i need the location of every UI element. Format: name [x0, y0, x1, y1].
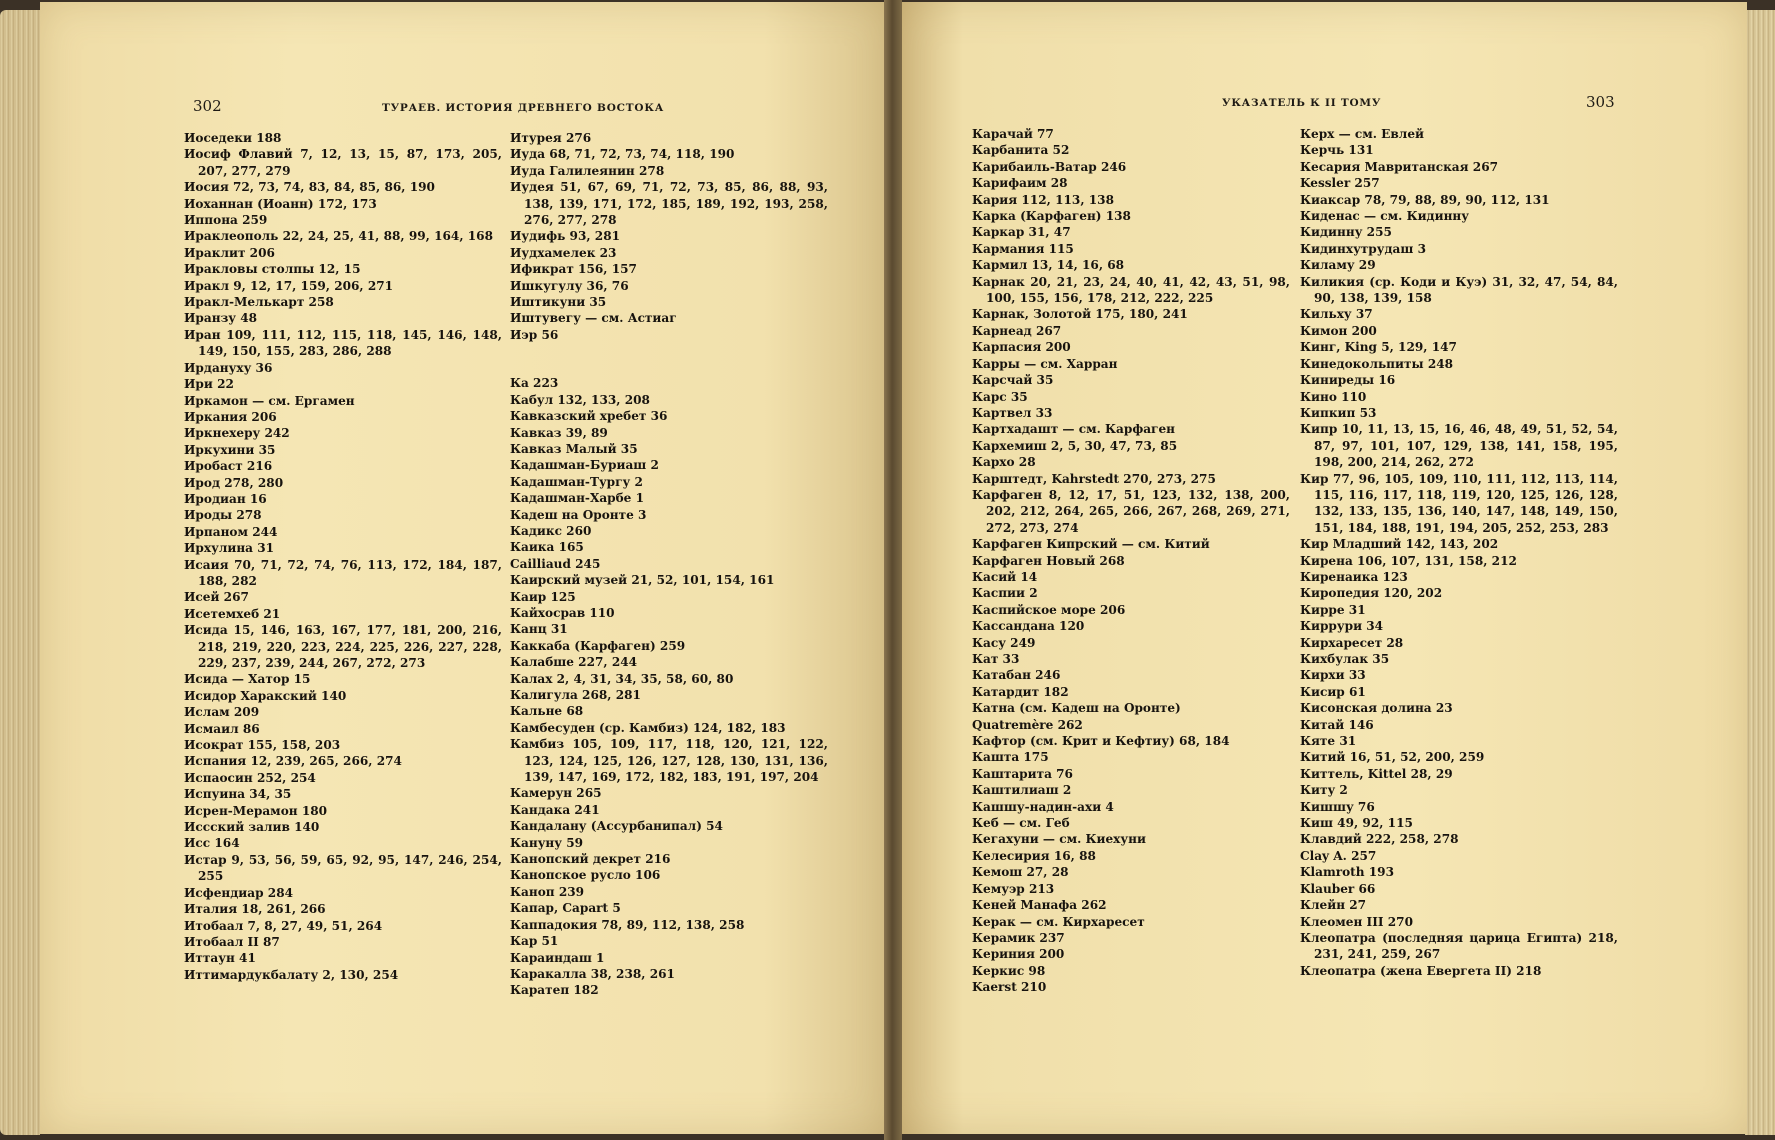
index-entry: Кавказ Малый 35 [510, 441, 638, 456]
index-entry: Кафтор (см. Крит и Кефтиу) 68, 184 [972, 734, 1230, 749]
index-entry: Исида 15, 146, 163, 167, 177, 181, 200, 216, 218, 219, 220, 223, 224, 225, 226, 227, 228, 229, 237, 239, 244, 267, 272, 273 [184, 623, 502, 670]
index-entry: Кисир 61 [1300, 684, 1366, 699]
left-running-head: ТУРАЕВ. ИСТОРИЯ ДРЕВНЕГО ВОСТОКА [382, 102, 665, 114]
index-entry: Исрен-Мерамон 180 [184, 803, 328, 818]
index-entry: Кяте 31 [1300, 734, 1357, 749]
index-entry: Кипкип 53 [1300, 405, 1377, 420]
index-entry: Каспийское море 206 [972, 602, 1126, 617]
index-entry: Касий 14 [972, 569, 1038, 584]
index-entry: Касу 249 [972, 635, 1036, 650]
index-entry: Карсчай 35 [972, 373, 1054, 388]
index-entry: Капар, Capart 5 [510, 901, 621, 916]
index-entry: Исетемхеб 21 [184, 606, 281, 621]
index-entry: Керкис 98 [972, 963, 1046, 978]
index-entry: Керх — см. Евлей [1300, 127, 1424, 141]
index-entry: Каштарита 76 [972, 766, 1073, 781]
index-entry: Карибаиль-Ватар 246 [972, 159, 1127, 174]
index-entry: Кандака 241 [510, 802, 600, 817]
index-entry: Караиндаш 1 [510, 950, 605, 965]
index-entry: Кашта 175 [972, 750, 1049, 765]
index-entry: Киту 2 [1300, 783, 1348, 798]
index-entry: Кальне 68 [510, 704, 584, 719]
index-entry: Иоханнан (Иоанн) 172, 173 [184, 196, 377, 211]
index-entry: Карка (Карфаген) 138 [972, 209, 1131, 224]
index-entry: Камбиз 105, 109, 117, 118, 120, 121, 122, 123, 124, 125, 126, 127, 128, 130, 131, 136, 139, 147, 169, 172, 182, 183, 191, 197, 204 [510, 737, 828, 785]
index-entry: Кеб — см. Геб [972, 816, 1070, 831]
index-entry: Киликия (ср. Коди и Куэ) 31, 32, 47, 54, 84, 90, 138, 139, 158 [1300, 274, 1618, 306]
index-entry: Кадашман-Тургу 2 [510, 474, 643, 489]
index-entry: Кидинну 255 [1300, 225, 1392, 240]
index-entry: Карры — см. Харран [972, 356, 1118, 371]
index-entry: Киропедия 120, 202 [1300, 586, 1443, 601]
index-entry: Каппадокия 78, 89, 112, 138, 258 [510, 917, 745, 932]
index-entry: Киламу 29 [1300, 258, 1376, 273]
index-entry: Klamroth 193 [1300, 865, 1395, 880]
index-entry: Клеопатра (последняя царица Египта) 218, 231, 241, 259, 267 [1300, 930, 1618, 962]
index-entry: Каир 125 [510, 589, 576, 604]
index-entry: Карбанита 52 [972, 143, 1070, 158]
index-entry: Ири 22 [184, 377, 234, 392]
index-entry: Кайхосрав 110 [510, 605, 615, 620]
index-entry: Исократ 155, 158, 203 [184, 738, 341, 753]
right-running-head: УКАЗАТЕЛЬ К II ТОМУ [1222, 97, 1382, 109]
index-entry: Камбесуден (ср. Камбиз) 124, 182, 183 [510, 720, 786, 735]
index-entry: Каратеп 182 [510, 983, 599, 998]
index-entry: Иракл-Мелькарт 258 [184, 295, 334, 310]
index-entry: Каспии 2 [972, 586, 1038, 601]
index-entry: Иркнехеру 242 [184, 426, 290, 441]
index-entry: Исс 164 [184, 836, 240, 851]
index-entry: Керчь 131 [1300, 143, 1374, 158]
right-index-column-2 [1300, 126, 1618, 979]
index-entry: Кабул 132, 133, 208 [510, 392, 650, 407]
index-entry: Китай 146 [1300, 717, 1374, 732]
index-entry: Кисонская долина 23 [1300, 701, 1453, 716]
index-entry: Испания 12, 239, 265, 266, 274 [184, 754, 402, 769]
index-entry: Иттаун 41 [184, 951, 256, 966]
index-entry: Клавдий 222, 258, 278 [1300, 832, 1459, 847]
index-entry: Кегахуни — см. Киехуни [972, 832, 1146, 847]
index-entry: Калах 2, 4, 31, 34, 35, 58, 60, 80 [510, 671, 734, 686]
index-entry: Карпасия 200 [972, 340, 1071, 355]
index-entry: Кария 112, 113, 138 [972, 192, 1114, 207]
index-entry: Иранзу 48 [184, 311, 258, 326]
index-entry: Ираклит 206 [184, 245, 275, 260]
index-entry: Карнак, Золотой 175, 180, 241 [972, 307, 1188, 322]
index-entry: Камерун 265 [510, 786, 602, 801]
index-entry: Исидор Харакский 140 [184, 688, 347, 703]
index-entry: Ирдануху 36 [184, 360, 273, 375]
index-entry: Итурея 276 [510, 131, 592, 145]
index-entry: Карфаген Новый 268 [972, 553, 1125, 568]
index-entry: Ка 223 [510, 376, 559, 391]
index-entry: Кармил 13, 14, 16, 68 [972, 258, 1125, 273]
index-entry: Киш 49, 92, 115 [1300, 816, 1413, 831]
index-entry: Кериния 200 [972, 947, 1065, 962]
index-entry: Кишшу 76 [1300, 799, 1375, 814]
index-entry: Каноп 239 [510, 884, 585, 899]
index-entry: Кино 110 [1300, 389, 1367, 404]
index-entry: Исида — Хатор 15 [184, 672, 311, 687]
index-entry: Иэр 56 [510, 327, 559, 342]
index-entry: Иштувегу — см. Астиаг [510, 311, 677, 326]
index-entry: Ификрат 156, 157 [510, 262, 637, 277]
index-entry: Киаксар 78, 79, 88, 89, 90, 112, 131 [1300, 192, 1550, 207]
letter-section-gap [510, 343, 828, 375]
page-edges-right [1745, 10, 1775, 1135]
book-gutter [884, 0, 902, 1140]
index-entry: Картвел 33 [972, 405, 1053, 420]
index-entry: Истар 9, 53, 56, 59, 65, 92, 95, 147, 246, 254, 255 [184, 852, 502, 884]
index-entry: Калигула 268, 281 [510, 688, 641, 702]
index-entry: Карнак 20, 21, 23, 24, 40, 41, 42, 43, 51, 98, 100, 155, 156, 178, 212, 222, 225 [972, 274, 1290, 306]
index-entry: Карнеад 267 [972, 323, 1062, 338]
index-entry: Иркамон — см. Ергамен [184, 393, 355, 408]
index-entry: Ироды 278 [184, 508, 262, 523]
index-entry: Карфаген 8, 12, 17, 51, 123, 132, 138, 200, 202, 212, 264, 265, 266, 267, 268, 269, 271, 272, 273, 274 [972, 487, 1290, 535]
index-entry: Карштедт, Kahrstedt 270, 273, 275 [972, 471, 1216, 486]
index-entry: Кадеш на Оронте 3 [510, 507, 647, 522]
index-entry: Клейн 27 [1300, 898, 1367, 913]
index-entry: Кир 77, 96, 105, 109, 110, 111, 112, 113, 114, 115, 116, 117, 118, 119, 120, 125, 126, 128, 132, 133, 135, 136, 140, 147, 148, 149, 150, 151, 184, 188, 191, 194, 205, 252, 253, 283 [1300, 471, 1618, 535]
index-entry: Кадикс 260 [510, 523, 592, 538]
index-entry: Иркания 206 [184, 409, 277, 424]
index-entry: Кимон 200 [1300, 323, 1377, 338]
index-entry: Исаия 70, 71, 72, 74, 76, 113, 172, 184, 187, 188, 282 [184, 557, 502, 588]
index-entry: Каика 165 [510, 540, 584, 555]
index-entry: Канопское русло 106 [510, 868, 661, 883]
index-entry: Иштикуни 35 [510, 295, 607, 310]
index-entry: Иробаст 216 [184, 459, 273, 474]
index-entry: Киренаика 123 [1300, 569, 1408, 584]
index-entry: Кануну 59 [510, 835, 584, 850]
index-entry: Калабше 227, 244 [510, 655, 638, 670]
index-entry: Иродиан 16 [184, 491, 267, 506]
index-entry: Ишкугулу 36, 76 [510, 278, 629, 293]
index-entry: Кат 33 [972, 652, 1020, 666]
index-entry: Иосия 72, 73, 74, 83, 84, 85, 86, 190 [184, 180, 435, 195]
index-entry: Кавказский хребет 36 [510, 409, 668, 424]
page-edges-left [0, 10, 40, 1135]
index-entry: Ирхулина 31 [184, 541, 275, 556]
index-entry: Кесария Мавританская 267 [1300, 159, 1499, 174]
index-entry: Кирена 106, 107, 131, 158, 212 [1300, 553, 1517, 568]
index-entry: Итобаал 7, 8, 27, 49, 51, 264 [184, 918, 383, 933]
index-entry: Кассандана 120 [972, 619, 1085, 634]
index-entry: Кемуэр 213 [972, 881, 1055, 896]
index-entry: Кирре 31 [1300, 602, 1366, 617]
index-entry: Каирский музей 21, 52, 101, 154, 161 [510, 573, 775, 588]
index-entry: Кильху 37 [1300, 307, 1373, 322]
index-entry: Кадашман-Буриаш 2 [510, 458, 659, 473]
index-entry: Катабан 246 [972, 668, 1061, 683]
index-entry: Киррури 34 [1300, 619, 1384, 634]
index-entry: Кинедокольпиты 248 [1300, 356, 1454, 371]
index-entry: Кинг, King 5, 129, 147 [1300, 340, 1457, 355]
index-entry: Кавказ 39, 89 [510, 425, 608, 440]
left-page-number: 302 [193, 97, 222, 115]
index-entry: Италия 18, 261, 266 [184, 902, 326, 917]
index-entry: Каркар 31, 47 [972, 225, 1071, 240]
index-entry: Каракалла 38, 238, 261 [510, 966, 675, 981]
index-entry: Иракловы столпы 12, 15 [184, 262, 361, 277]
index-entry: Исфендиар 284 [184, 885, 294, 900]
index-entry: Kessler 257 [1300, 176, 1380, 191]
index-entry: Карачай 77 [972, 127, 1054, 141]
index-entry: Клеопатра (жена Евергета II) 218 [1300, 963, 1542, 978]
index-entry: Ирпаном 244 [184, 524, 278, 539]
index-entry: Кирхи 33 [1300, 668, 1366, 683]
index-entry: Канц 31 [510, 622, 568, 637]
index-entry: Карифаим 28 [972, 176, 1068, 191]
index-entry: Керамик 237 [972, 930, 1065, 945]
left-index-column-2 [510, 130, 828, 999]
index-entry: Kaerst 210 [972, 980, 1047, 995]
index-entry: Cailliaud 245 [510, 556, 601, 571]
index-entry: Исей 267 [184, 590, 249, 605]
index-entry: Киттель, Kittel 28, 29 [1300, 766, 1453, 781]
index-entry: Каккаба (Карфаген) 259 [510, 638, 686, 653]
index-entry: Clay A. 257 [1300, 848, 1377, 863]
index-entry: Керак — см. Кирхаресет [972, 914, 1145, 929]
index-entry: Иркухини 35 [184, 442, 276, 457]
index-entry: Иуда 68, 71, 72, 73, 74, 118, 190 [510, 147, 735, 162]
index-entry: Кихбулак 35 [1300, 652, 1390, 666]
index-entry: Исмаил 86 [184, 721, 260, 736]
right-index-column-1 [972, 126, 1290, 996]
index-entry: Кипр 10, 11, 13, 15, 16, 46, 48, 49, 51, 52, 54, 87, 97, 101, 107, 129, 138, 141, 158, 195, 198, 200, 214, 262, 272 [1300, 422, 1618, 470]
index-entry: Картхадашт — см. Карфаген [972, 422, 1176, 437]
index-entry: Кармания 115 [972, 241, 1074, 256]
index-entry: Испуина 34, 35 [184, 787, 292, 802]
index-entry: Иппона 259 [184, 213, 268, 228]
index-entry: Иудифь 93, 281 [510, 229, 621, 244]
index-entry: Иттимардукбалату 2, 130, 254 [184, 967, 399, 982]
index-entry: Кандалану (Ассурбанипал) 54 [510, 819, 723, 834]
index-entry: Карс 35 [972, 389, 1028, 404]
index-entry: Иудхамелек 23 [510, 245, 617, 260]
index-entry: Quatremère 262 [972, 717, 1083, 732]
index-entry: Испаосин 252, 254 [184, 770, 316, 785]
index-entry: Келесирия 16, 88 [972, 848, 1096, 863]
index-entry: Каштилиаш 2 [972, 783, 1072, 798]
index-entry: Кар 51 [510, 934, 559, 949]
index-entry: Ираклеополь 22, 24, 25, 41, 88, 99, 164, 168 [184, 229, 494, 244]
index-entry: Ирод 278, 280 [184, 475, 284, 490]
index-entry: Иудея 51, 67, 69, 71, 72, 73, 85, 86, 88, 93, 138, 139, 171, 172, 185, 189, 192, 193, 258, 276, 277, 278 [510, 180, 828, 228]
right-page-number: 303 [1586, 93, 1615, 111]
index-entry: Кархо 28 [972, 455, 1036, 470]
index-entry: Китий 16, 51, 52, 200, 259 [1300, 750, 1485, 765]
index-entry: Кидинхутрудаш 3 [1300, 241, 1427, 256]
index-entry: Киниреды 16 [1300, 373, 1396, 388]
index-entry: Канопский декрет 216 [510, 852, 671, 867]
index-entry: Иссский залив 140 [184, 820, 320, 835]
index-entry: Кеней Манафа 262 [972, 898, 1107, 913]
index-entry: Иоседеки 188 [184, 131, 282, 145]
index-entry: Иракл 9, 12, 17, 159, 206, 271 [184, 278, 394, 293]
index-entry: Кемош 27, 28 [972, 865, 1069, 880]
index-entry: Катна (см. Кадеш на Оронте) [972, 701, 1181, 716]
index-entry: Кирхаресет 28 [1300, 635, 1404, 650]
index-entry: Klauber 66 [1300, 881, 1376, 896]
index-entry: Карфаген Кипрский — см. Китий [972, 537, 1210, 552]
index-entry: Катардит 182 [972, 684, 1069, 699]
index-entry: Иосиф Флавий 7, 12, 13, 15, 87, 173, 205, 207, 277, 279 [184, 147, 502, 178]
index-entry: Итобаал II 87 [184, 934, 280, 949]
index-entry: Клеомен III 270 [1300, 914, 1413, 929]
index-entry: Ислам 209 [184, 705, 260, 720]
index-entry: Кашшу-надин-ахи 4 [972, 799, 1114, 814]
index-entry: Кадашман-Харбе 1 [510, 491, 645, 506]
index-entry: Кир Младший 142, 143, 202 [1300, 537, 1499, 552]
index-entry: Кархемиш 2, 5, 30, 47, 73, 85 [972, 438, 1178, 453]
index-entry: Иуда Галилеянин 278 [510, 163, 665, 178]
index-entry: Иран 109, 111, 112, 115, 118, 145, 146, 148, 149, 150, 155, 283, 286, 288 [184, 327, 502, 359]
left-index-column-1 [184, 130, 502, 983]
index-entry: Киденас — см. Кидинну [1300, 209, 1470, 224]
